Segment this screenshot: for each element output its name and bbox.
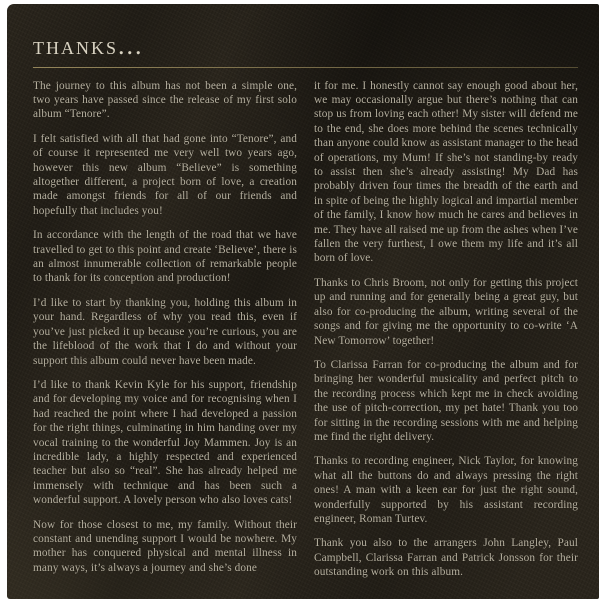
paragraph-arrangers: Thank you also to the arrangers John Langley, Paul Campbell, Clarissa Farran and Patrick Jonsson for their outstanding work on this album.: [314, 537, 578, 579]
paragraph-journey: The journey to this album has not been a simple one, two years have passed since the release of my first solo album “Tenore”.: [33, 79, 297, 121]
paragraph-road: In accordance with the length of the road that we have travelled to get to this point and create ‘Believe’, there is an almost innumerable collection of remarkable people to thank for its conception and production!: [33, 229, 297, 285]
paragraph-thanking-you: I’d like to start by thanking you, holding this album in your hand. Regardless of why you read this, even if you’ve just picked it up because you’re curious, you are the lifeblood of the work that I do and without your support this album could never have been made.: [33, 296, 297, 367]
booklet-page: [7, 4, 599, 599]
left-column: [33, 79, 297, 590]
paragraph-kevin-kyle: I’d like to thank Kevin Kyle for his support, friendship and for developing my voice and for recognising when I had reached the point where I had developed a passion for the right things, culminating in him handing over my vocal training to the wonderful Joy Mammen. Joy is an incredible lady, a highly respected and experienced teacher but also so “real”. She has already helped me immensely with technique and has been such a wonderful support. A lovely person who also loves cats!: [33, 378, 297, 507]
paragraph-family-continued: it for me. I honestly cannot say enough good about her, we may occasionally argue but there’s nothing that can stop us from loving each other! My sister will defend me to the end, she does more behind the scenes technically than anyone could know as assistant manager to the head of operations, my Mum! If she’s not standing-by ready to assist then she’s already assisting! My Dad has probably driven four times the breadth of the earth and in spite of being the highly logical and impartial member of the family, I know how much he cares and believes in me. They have all raised me up from the ashes when I’ve fallen the very furthest, I owe them my life and it’s all born of love.: [314, 79, 578, 265]
paragraph-clarissa-farran: To Clarissa Farran for co-producing the album and for bringing her wonderful musicality and perfect pitch to the recording process which kept me in check avoiding the use of pitch-correction, my pet hate! Thank you too for sitting in the recording sessions with me and helping me find the right delivery.: [314, 358, 578, 443]
paragraph-nick-taylor: Thanks to recording engineer, Nick Taylor, for knowing what all the buttons do and always pressing the right ones! A man with a keen ear for just the right sound, wonderfully supported by his assistant recording engineer, Roman Turtev.: [314, 455, 578, 525]
title-divider: [33, 67, 578, 68]
paragraph-family-start: Now for those closest to me, my family. Without their constant and unending support I would be nowhere. My mother has conquered physical and mental illness in many ways, it’s always a journey and she’s done: [33, 518, 297, 574]
paragraph-chris-broom: Thanks to Chris Broom, not only for getting this project up and running and for generally being a great guy, but also for co-producing the album, writing several of the songs and for giving me the opportunity to co-write ‘A New Tomorrow’ together!: [314, 276, 578, 347]
right-column: [314, 79, 578, 590]
paragraph-tenore-believe: I felt satisfied with all that had gone into “Tenore”, and of course it represented me very well two years ago, however this new album “Believe” is something altogether different, a project born of love, a creation made amongst friends for all of our friends and hopefully that includes you!: [33, 132, 297, 217]
page-title: thanks...: [33, 31, 144, 60]
text-columns: [33, 79, 578, 590]
